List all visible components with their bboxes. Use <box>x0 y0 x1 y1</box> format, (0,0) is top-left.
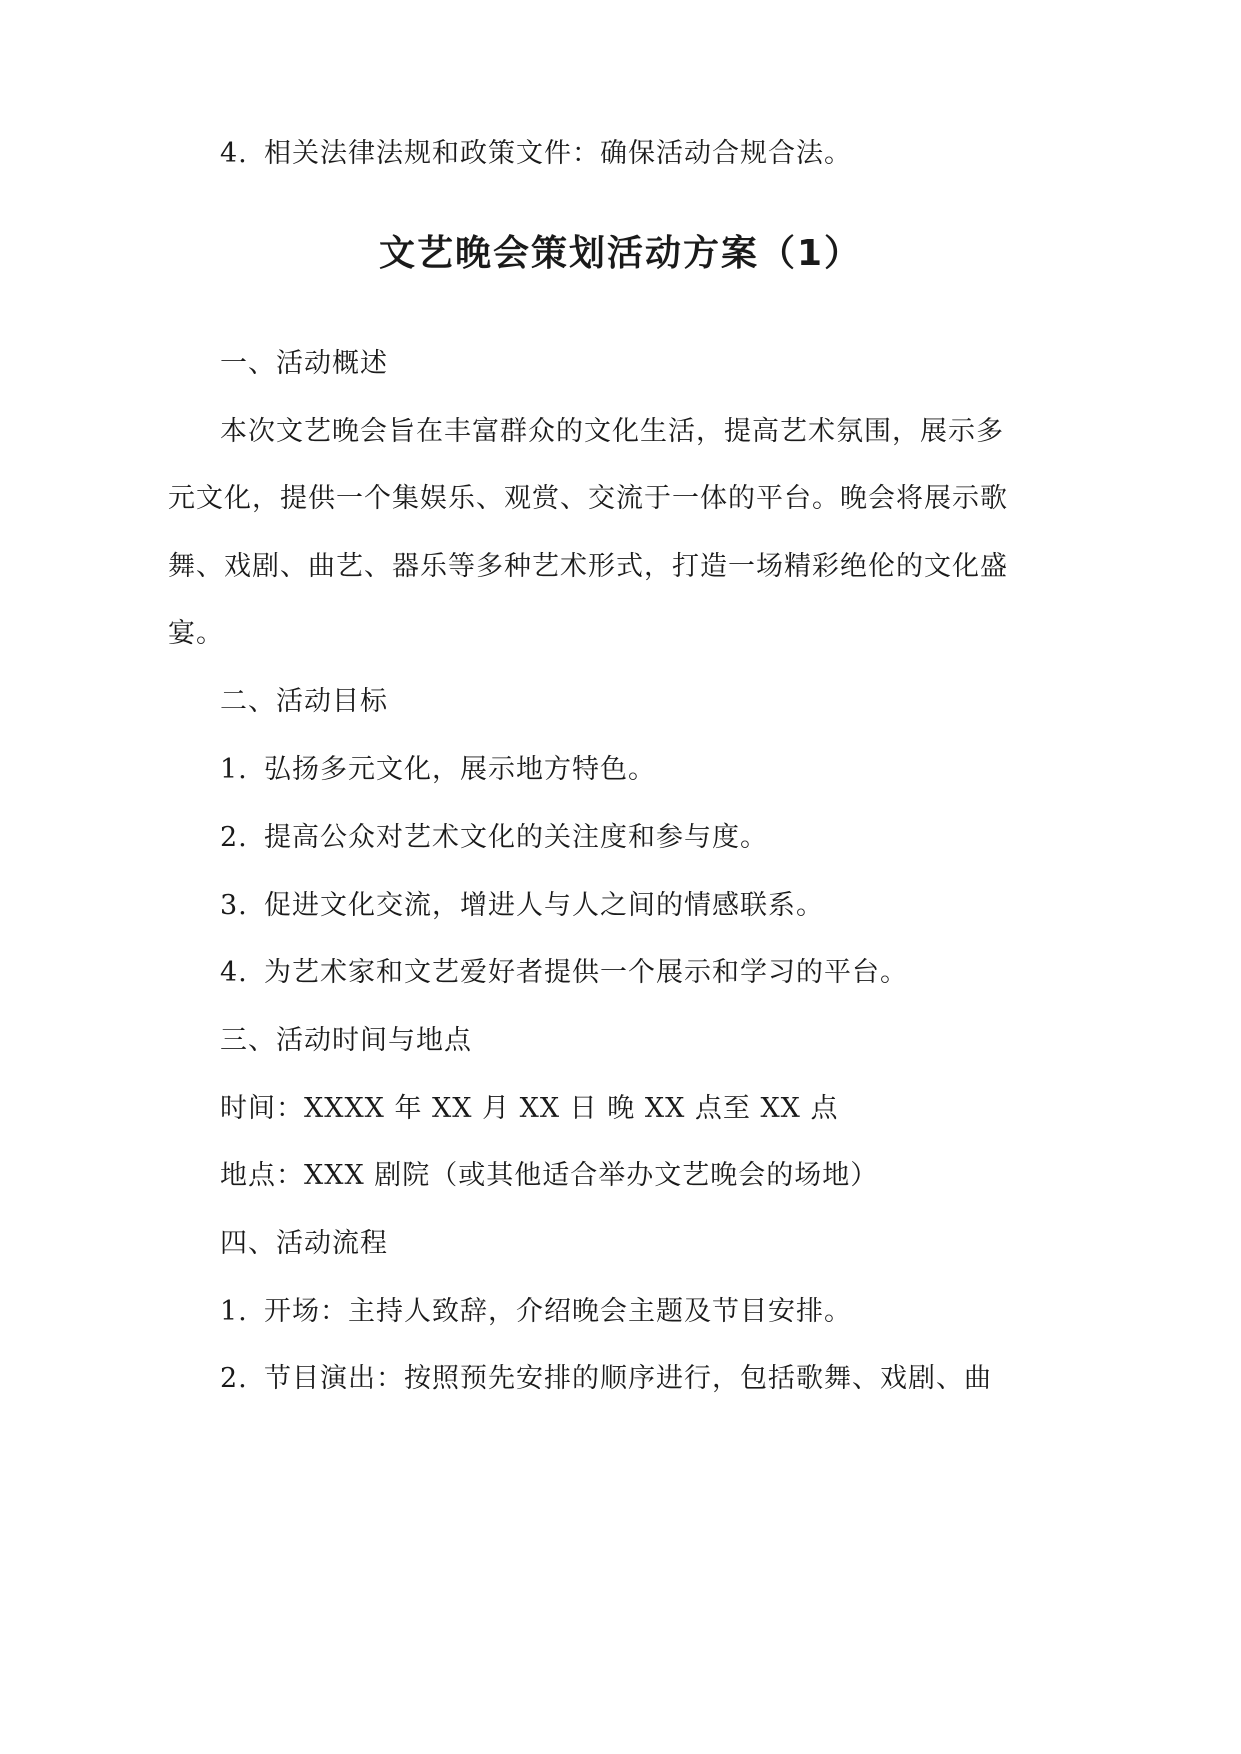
paragraph-line: 本次文艺晚会旨在丰富群众的文化生活，提高艺术氛围，展示多 <box>220 416 1004 447</box>
section-heading: 一、活动概述 <box>220 348 388 379</box>
section-heading: 三、活动时间与地点 <box>220 1025 472 1056</box>
list-text: 相关法律法规和政策文件：确保活动合规合法。 <box>264 138 852 169</box>
section-heading: 二、活动目标 <box>220 686 388 717</box>
paragraph-line: 宴。 <box>168 618 224 649</box>
list-number: 2. <box>220 1363 248 1394</box>
document-title: 文艺晚会策划活动方案（1） <box>378 233 863 274</box>
list-text: 开场：主持人致辞，介绍晚会主题及节目安排。 <box>264 1296 852 1327</box>
list-text: 节目演出：按照预先安排的顺序进行，包括歌舞、戏剧、曲 <box>264 1363 992 1394</box>
list-text: 弘扬多元文化，展示地方特色。 <box>264 754 656 785</box>
list-item <box>220 1294 852 1330</box>
list-item <box>220 752 656 788</box>
list-number: 4. <box>220 138 248 169</box>
list-item <box>220 1361 992 1397</box>
event-time: 时间：XXXX 年 XX 月 XX 日 晚 XX 点至 XX 点 <box>220 1093 839 1124</box>
list-item <box>220 888 824 924</box>
event-place: 地点：XXX 剧院（或其他适合举办文艺晚会的场地） <box>220 1160 879 1191</box>
paragraph-line: 元文化，提供一个集娱乐、观赏、交流于一体的平台。晚会将展示歌 <box>168 483 1008 514</box>
list-number: 1. <box>220 1296 248 1327</box>
list-item <box>220 955 908 991</box>
list-item <box>220 820 768 856</box>
list-number: 4. <box>220 957 248 988</box>
list-item <box>220 136 852 172</box>
list-number: 2. <box>220 822 248 853</box>
list-number: 1. <box>220 754 248 785</box>
list-number: 3. <box>220 890 248 921</box>
section-heading: 四、活动流程 <box>220 1228 388 1259</box>
list-text: 为艺术家和文艺爱好者提供一个展示和学习的平台。 <box>264 957 908 988</box>
paragraph-line: 舞、戏剧、曲艺、器乐等多种艺术形式，打造一场精彩绝伦的文化盛 <box>168 551 1008 582</box>
list-text: 促进文化交流，增进人与人之间的情感联系。 <box>264 890 824 921</box>
list-text: 提高公众对艺术文化的关注度和参与度。 <box>264 822 768 853</box>
